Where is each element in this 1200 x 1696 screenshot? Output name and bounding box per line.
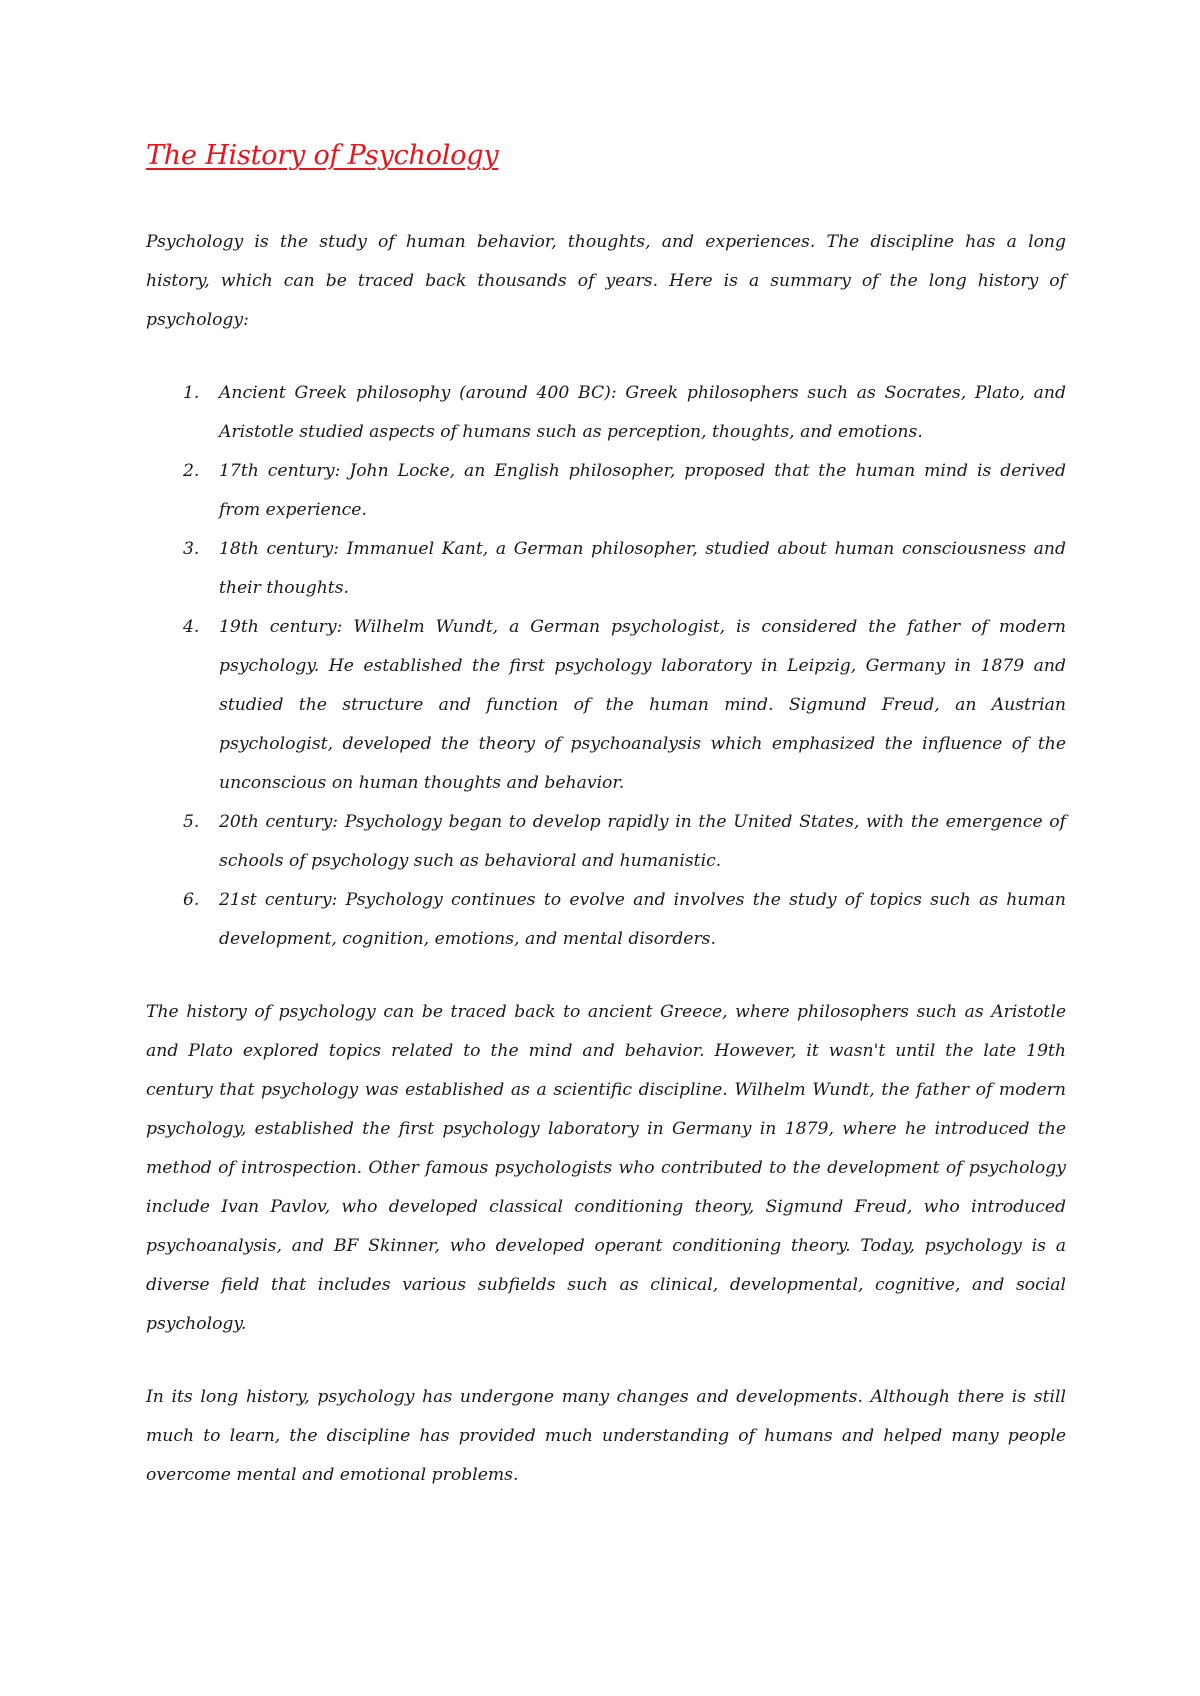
list-item-text: 18th century: Immanuel Kant, a German philosopher, studied about human consciousness and their thoughts. <box>219 539 1066 598</box>
history-list <box>146 374 1066 959</box>
list-number: 5. <box>183 812 200 832</box>
document-title: The History of Psychology <box>146 140 499 171</box>
list-item-text: 21st century: Psychology continues to evolve and involves the study of topics such as human development, cognition, emotions, and mental disorders. <box>219 890 1066 949</box>
list-item <box>146 452 1066 530</box>
list-item <box>146 881 1066 959</box>
list-number: 6. <box>183 890 200 910</box>
history-paragraph: The history of psychology can be traced back to ancient Greece, where philosophers such as Aristotle and Plato explored topics related to the mind and behavior. However, it wasn't until the late 19th century that psychology was established as a scientific discipline. Wilhelm Wundt, the father of modern psychology, established the first psychology laboratory in Germany in 1879, where he introduced the method of introspection. Other famous psychologists who contributed to the development of psychology include Ivan Pavlov, who developed classical conditioning theory, Sigmund Freud, who introduced psychoanalysis, and BF Skinner, who developed operant conditioning theory. Today, psychology is a diverse field that includes various subfields such as clinical, developmental, cognitive, and social psychology. <box>146 1002 1066 1334</box>
list-item <box>146 803 1066 881</box>
list-item <box>146 374 1066 452</box>
list-item-text: 19th century: Wilhelm Wundt, a German psychologist, is considered the father of modern psychology. He established the first psychology laboratory in Leipzig, Germany in 1879 and studied the structure and function of the human mind. Sigmund Freud, an Austrian psychologist, developed the theory of psychoanalysis which emphasized the influence of the unconscious on human thoughts and behavior. <box>219 617 1066 793</box>
list-number: 3. <box>183 539 200 559</box>
list-item-text: 20th century: Psychology began to develop rapidly in the United States, with the emergence of schools of psychology such as behavioral and humanistic. <box>219 812 1066 871</box>
list-item-text: 17th century: John Locke, an English philosopher, proposed that the human mind is derived from experience. <box>219 461 1066 520</box>
list-item <box>146 530 1066 608</box>
list-number: 1. <box>183 383 200 403</box>
conclusion-paragraph: In its long history, psychology has undergone many changes and developments. Although there is still much to learn, the discipline has provided much understanding of humans and helped many people overcome mental and emotional problems. <box>146 1387 1066 1485</box>
document-body <box>146 140 1066 1495</box>
list-item-text: Ancient Greek philosophy (around 400 BC): Greek philosophers such as Socrates, Plato, and Aristotle studied aspects of humans such as perception, thoughts, and emotions. <box>219 383 1066 442</box>
list-number: 4. <box>183 617 200 637</box>
list-item <box>146 608 1066 803</box>
intro-paragraph: Psychology is the study of human behavior, thoughts, and experiences. The discipline has a long history, which can be traced back thousands of years. Here is a summary of the long history of psychology: <box>146 232 1066 330</box>
list-number: 2. <box>183 461 200 481</box>
